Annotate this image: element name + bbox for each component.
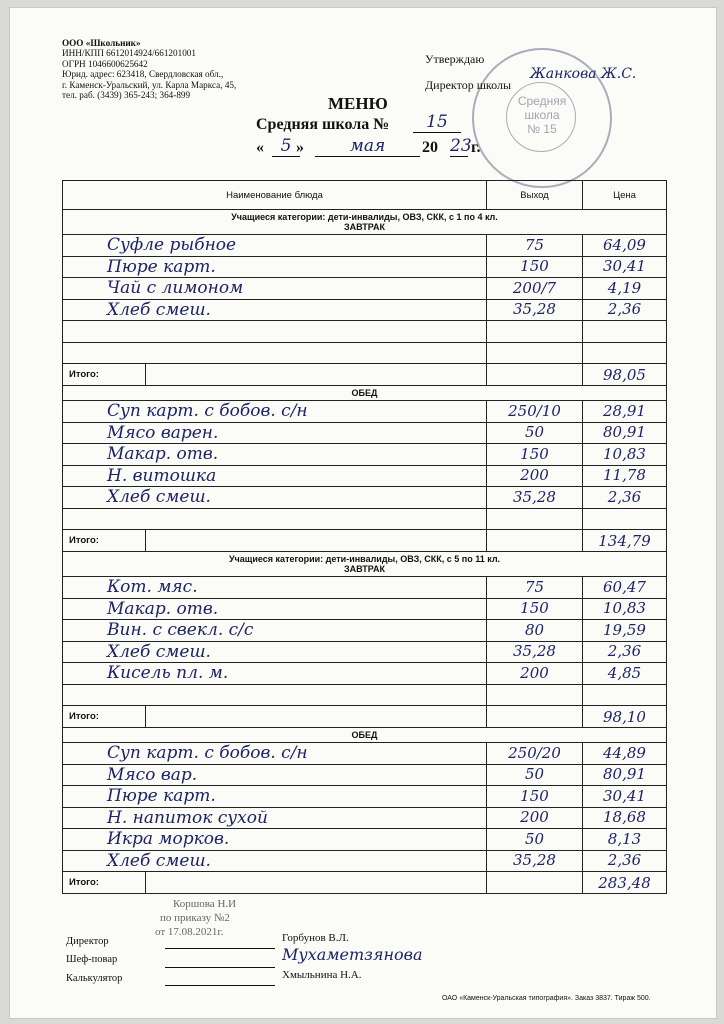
director-name: Горбунов В.Л. (282, 932, 349, 944)
dish-output: 35,28 (513, 300, 556, 319)
dish-output-cell (487, 508, 583, 530)
section-meal: ЗАВТРАК (344, 564, 385, 574)
dish-name-cell (63, 764, 487, 786)
total-row (63, 706, 667, 728)
dish-name-cell (63, 321, 487, 343)
total-label: Итого: (63, 530, 146, 552)
total-price-cell (583, 364, 667, 386)
table-row (63, 807, 667, 829)
dish-price-cell (583, 598, 667, 620)
dish-output-cell (487, 487, 583, 509)
dish-price: 18,68 (603, 808, 646, 827)
dish-name-cell (63, 487, 487, 509)
dish-output-cell (487, 663, 583, 685)
faded-note-date: от 17.08.2021г. (155, 926, 224, 938)
total-price: 98,05 (603, 365, 646, 384)
dish-price-cell (583, 299, 667, 321)
dish-price: 60,47 (603, 577, 646, 596)
dish-price-cell (583, 743, 667, 765)
dish-price: 80,91 (603, 423, 646, 442)
dish-output: 150 (520, 444, 549, 463)
calculator-label: Калькулятор (66, 973, 123, 984)
stamp-text-line3: № 15 (527, 122, 557, 136)
dish-name-cell (63, 684, 487, 706)
dish-name-cell (63, 235, 487, 257)
dish-name: Суфле рыбное (107, 235, 237, 256)
dish-name: Суп карт. с бобов. с/н (107, 743, 308, 764)
dish-name: Кот. мяс. (107, 577, 198, 598)
dish-name-cell (63, 508, 487, 530)
dish-output: 150 (520, 599, 549, 618)
dish-price: 2,36 (607, 487, 642, 506)
dish-output: 200 (520, 808, 549, 827)
dish-output: 75 (524, 235, 545, 254)
dish-price: 30,41 (603, 786, 646, 805)
date-quote-open: « (256, 139, 264, 156)
table-row (63, 444, 667, 466)
dish-name-cell (63, 577, 487, 599)
table-row (63, 321, 667, 343)
table-row (63, 465, 667, 487)
dish-price: 64,09 (603, 235, 646, 254)
org-address-line2: г. Каменск-Уральский, ул. Карла Маркса, 45, (62, 79, 237, 90)
dish-price-cell (583, 465, 667, 487)
dish-price-cell (583, 577, 667, 599)
dish-output-cell (487, 598, 583, 620)
dish-name-cell (63, 598, 487, 620)
dish-price: 2,36 (607, 300, 642, 319)
total-output-blank (487, 530, 583, 552)
chef-sign-line (165, 967, 275, 968)
section-meal: ЗАВТРАК (344, 222, 385, 232)
header-output: Выход (487, 181, 583, 210)
table-row (63, 684, 667, 706)
table-row (63, 850, 667, 872)
section-header (63, 552, 667, 577)
section-header (63, 386, 667, 401)
table-row (63, 598, 667, 620)
dish-output: 150 (520, 257, 549, 276)
dish-output: 150 (520, 786, 549, 805)
table-row (63, 401, 667, 423)
dish-price-cell (583, 444, 667, 466)
dish-name: Пюре карт. (107, 786, 216, 807)
dish-name: Чай с лимоном (107, 278, 244, 299)
header-dish-name: Наименование блюда (63, 181, 487, 210)
dish-price-cell (583, 256, 667, 278)
dish-name-cell (63, 807, 487, 829)
table-row (63, 829, 667, 851)
approve-title: Утверждаю (425, 52, 485, 66)
dish-output: 50 (524, 423, 545, 442)
total-blank (146, 706, 487, 728)
stamp-text-line2: школа (524, 108, 560, 122)
table-row (63, 508, 667, 530)
faded-note-order: по приказу №2 (160, 912, 230, 924)
dish-output-cell (487, 256, 583, 278)
dish-price: 4,19 (607, 278, 642, 297)
dish-price: 44,89 (603, 743, 646, 762)
dish-name: Хлеб смеш. (107, 641, 211, 662)
dish-name-cell (63, 444, 487, 466)
total-price-cell (583, 530, 667, 552)
dish-name: Икра морков. (107, 829, 230, 850)
dish-price-cell (583, 764, 667, 786)
header-price: Цена (583, 181, 667, 210)
dish-name: Мясо вар. (107, 764, 198, 785)
total-label: Итого: (63, 364, 146, 386)
table-row (63, 487, 667, 509)
dish-name-cell (63, 256, 487, 278)
menu-title: МЕНЮ (328, 94, 388, 113)
dish-output-cell (487, 422, 583, 444)
approval-block (425, 46, 511, 98)
table-row (63, 577, 667, 599)
org-ogrn: ОГРН 1046600625642 (62, 58, 148, 69)
dish-output-cell (487, 684, 583, 706)
dish-price-cell (583, 684, 667, 706)
dish-output-cell (487, 235, 583, 257)
school-number: 15 (413, 112, 461, 133)
dish-output-cell (487, 620, 583, 642)
dish-output-cell (487, 321, 583, 343)
dish-name: Вин. с свекл. с/с (107, 620, 254, 641)
org-address-line1: Юрид. адрес: 623418, Свердловская обл., (62, 69, 224, 80)
dish-price-cell (583, 401, 667, 423)
table-row (63, 278, 667, 300)
faded-note-name: Коршова Н.И (173, 898, 237, 910)
dish-price-cell (583, 807, 667, 829)
dish-price-cell (583, 786, 667, 808)
dish-output: 35,28 (513, 487, 556, 506)
dish-name: Мясо варен. (107, 422, 219, 443)
total-price: 283,48 (598, 873, 651, 892)
dish-name-cell (63, 641, 487, 663)
dish-price: 19,59 (603, 620, 646, 639)
dish-name: Кисель пл. м. (107, 663, 229, 684)
table-row (63, 620, 667, 642)
section-category: Учащиеся категории: дети-инвалиды, ОВЗ, СКК, с 5 по 11 кл. (228, 554, 501, 564)
section-meal: ОБЕД (351, 388, 378, 398)
dish-price-cell (583, 620, 667, 642)
total-blank (146, 872, 487, 894)
director-sign-line (165, 948, 275, 949)
dish-output-cell (487, 764, 583, 786)
total-price-cell (583, 706, 667, 728)
dish-price-cell (583, 342, 667, 364)
dish-output-cell (487, 278, 583, 300)
director-signature: Жанкова Ж.С. (530, 66, 637, 82)
total-row (63, 364, 667, 386)
dish-output: 200/7 (512, 278, 557, 297)
table-row (63, 663, 667, 685)
dish-price: 2,36 (607, 851, 642, 870)
menu-table (62, 180, 667, 894)
table-row (63, 786, 667, 808)
stamp-text (474, 94, 610, 136)
table-row (63, 743, 667, 765)
approve-director-label: Директор школы (425, 78, 512, 92)
total-row (63, 872, 667, 894)
section-meal: ОБЕД (351, 730, 378, 740)
dish-output: 80 (524, 620, 545, 639)
total-blank (146, 364, 487, 386)
total-price: 98,10 (603, 707, 646, 726)
dish-name-cell (63, 422, 487, 444)
dish-name-cell (63, 342, 487, 364)
dish-name-cell (63, 620, 487, 642)
table-row (63, 422, 667, 444)
dish-price-cell (583, 850, 667, 872)
dish-name-cell (63, 278, 487, 300)
dish-name: Хлеб смеш. (107, 299, 211, 320)
date-year-suffix: 23 (450, 136, 472, 156)
dish-price-cell (583, 321, 667, 343)
dish-output-cell (487, 850, 583, 872)
total-label: Итого: (63, 706, 146, 728)
dish-name: Н. витошка (107, 465, 217, 486)
dish-output: 200 (520, 466, 549, 485)
dish-name-cell (63, 465, 487, 487)
total-output-blank (487, 872, 583, 894)
dish-output: 200 (520, 663, 549, 682)
total-price-cell (583, 872, 667, 894)
total-label: Итого: (63, 872, 146, 894)
total-row (63, 530, 667, 552)
dish-price: 80,91 (603, 765, 646, 784)
dish-output-cell (487, 299, 583, 321)
table-row (63, 764, 667, 786)
dish-price: 2,36 (607, 642, 642, 661)
table-row (63, 342, 667, 364)
dish-name-cell (63, 299, 487, 321)
dish-name-cell (63, 829, 487, 851)
section-header-row (63, 386, 667, 401)
calculator-name: Хмыльнина Н.А. (282, 969, 362, 981)
dish-output-cell (487, 577, 583, 599)
organization-block (62, 38, 236, 100)
dish-output: 75 (524, 577, 545, 596)
year-end: г. (471, 139, 481, 156)
dish-name-cell (63, 663, 487, 685)
dish-price: 8,13 (607, 829, 642, 848)
dish-price: 30,41 (603, 257, 646, 276)
director-label: Директор (66, 936, 109, 947)
dish-output: 35,28 (513, 642, 556, 661)
table-row (63, 299, 667, 321)
dish-output-cell (487, 401, 583, 423)
dish-price: 10,83 (603, 599, 646, 618)
dish-name: Хлеб смеш. (107, 850, 211, 871)
dish-output-cell (487, 807, 583, 829)
table-header-row (63, 181, 667, 210)
dish-price-cell (583, 487, 667, 509)
school-line (256, 116, 389, 134)
org-name: ООО «Школьник» (62, 38, 141, 48)
table-row (63, 235, 667, 257)
dish-output: 250/20 (508, 743, 561, 762)
dish-name-cell (63, 850, 487, 872)
dish-name: Н. напиток сухой (107, 807, 268, 828)
dish-price: 10,83 (603, 444, 646, 463)
dish-name: Хлеб смеш. (107, 487, 211, 508)
chef-name: Мухаметзянова (282, 945, 423, 964)
total-price: 134,79 (598, 531, 651, 550)
dish-name-cell (63, 743, 487, 765)
dish-output-cell (487, 444, 583, 466)
org-inn: ИНН/КПП 6612014924/661201001 (62, 48, 196, 59)
dish-output-cell (487, 342, 583, 364)
dish-price-cell (583, 829, 667, 851)
total-output-blank (487, 364, 583, 386)
date-month: мая (315, 136, 420, 157)
dish-output-cell (487, 641, 583, 663)
dish-output: 50 (524, 765, 545, 784)
dish-price-cell (583, 235, 667, 257)
dish-output-cell (487, 829, 583, 851)
stamp-text-line1: Средняя (517, 94, 567, 108)
section-header-row (63, 210, 667, 235)
dish-name: Пюре карт. (107, 256, 216, 277)
total-output-blank (487, 706, 583, 728)
date-day: 5 (272, 136, 300, 157)
dish-name: Макар. отв. (107, 444, 219, 465)
dish-price-cell (583, 278, 667, 300)
section-header-row (63, 552, 667, 577)
table-row (63, 256, 667, 278)
dish-price-cell (583, 663, 667, 685)
chef-label: Шеф-повар (66, 954, 118, 965)
dish-price: 4,85 (607, 663, 642, 682)
dish-output-cell (487, 465, 583, 487)
print-footer: ОАО «Каменск-Уральская типография». Заказ 3837. Тираж 500. (442, 995, 651, 1002)
total-blank (146, 530, 487, 552)
dish-price-cell (583, 422, 667, 444)
dish-name-cell (63, 401, 487, 423)
dish-output: 50 (524, 829, 545, 848)
section-category: Учащиеся категории: дети-инвалиды, ОВЗ, СКК, с 1 по 4 кл. (231, 212, 498, 222)
calculator-sign-line (165, 985, 275, 986)
dish-output: 250/10 (508, 401, 561, 420)
table-row (63, 641, 667, 663)
dish-output: 35,28 (513, 851, 556, 870)
document-page (10, 8, 716, 1018)
dish-output-cell (487, 743, 583, 765)
section-header-row (63, 728, 667, 743)
dish-name: Суп карт. с бобов. с/н (107, 401, 308, 422)
dish-price: 11,78 (603, 466, 646, 485)
dish-price: 28,91 (603, 401, 646, 420)
section-header (63, 728, 667, 743)
dish-name: Макар. отв. (107, 598, 219, 619)
section-header (63, 210, 667, 235)
dish-price-cell (583, 508, 667, 530)
school-label: Средняя школа № (256, 116, 390, 133)
dish-price-cell (583, 641, 667, 663)
org-phone: тел. раб. (3439) 365-243; 364-899 (62, 90, 191, 101)
dish-output-cell (487, 786, 583, 808)
year-prefix: 20 (422, 139, 438, 156)
dish-name-cell (63, 786, 487, 808)
date-quote-close: » (296, 139, 304, 156)
